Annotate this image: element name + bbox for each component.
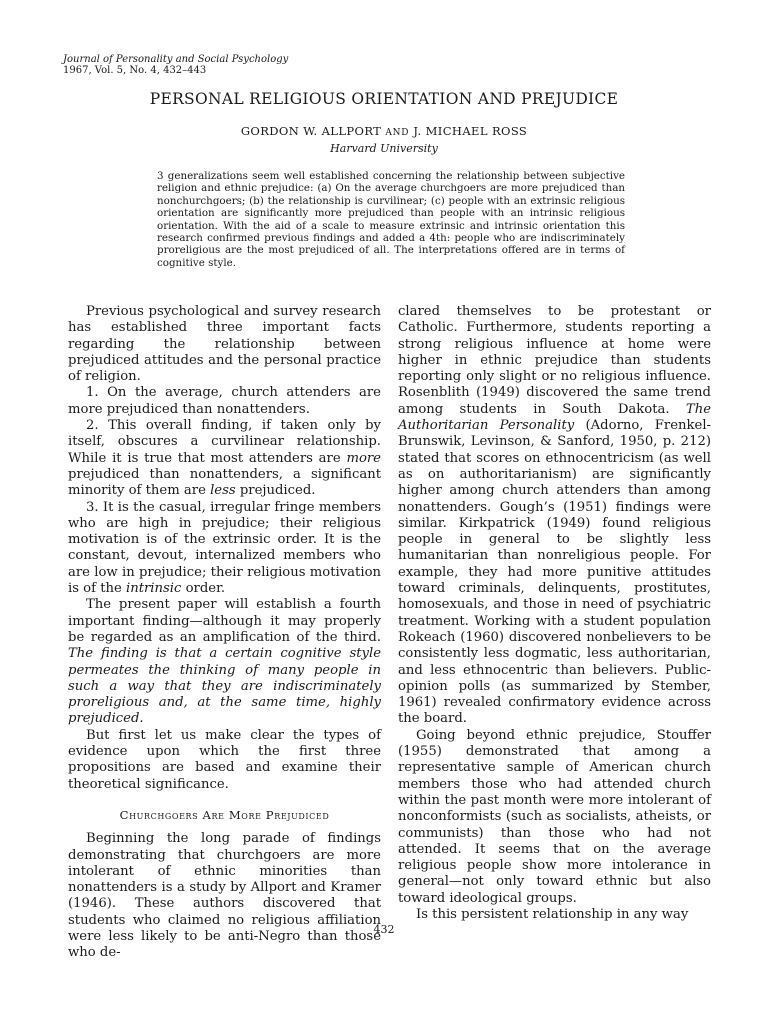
paragraph: Is this persistent relationship in any way [416, 906, 689, 922]
paragraph [398, 304, 711, 728]
paragraph [68, 418, 381, 499]
page-number: 432 [373, 923, 395, 936]
paragraph: But first let us make clear the types of evidence upon which the first three propositions are based and examine their theoretical significance. [68, 727, 381, 792]
journal-name: Journal of Personality and Social Psychology [63, 54, 289, 65]
section-heading: Churchgoers Are More Prejudiced [119, 807, 330, 822]
paragraph: Previous psychological and survey research has established three important facts regarding the relationship between prejudiced attitudes and the personal practice of religion. [68, 304, 381, 385]
left-column [68, 304, 381, 962]
text-run: 3. It is the casual, irregular fringe members who are high in prejudice; their religious motivation is of the extrinsic order. It is the constant, devout, internalized members who are low in prejudice; their religious motivation is of the [68, 499, 381, 597]
text-run: clared themselves to be protestant or Catholic. Furthermore, students reporting a strong religious influence at home were higher in ethnic prejudice than students reporting only slight or no religious influence. Rosenblith (1949) discovered the same trend among students in South Dakota. [398, 304, 711, 417]
text-run: The present paper will establish a fourth important finding—although it may properly be regarded as an amplification of the third. [68, 597, 381, 645]
author-conjunction: AND [385, 128, 410, 138]
emphasis: The finding is that a certain cognitive style permeates the thinking of many people in such a way that they are indiscriminately proreligious and, at the same time, highly prejudiced. [68, 646, 381, 727]
paragraph: Going beyond ethnic prejudice, Stouffer (1955) demonstrated that among a representative sample of American church members those who had attended church within the past month were more intolerant of nonconformists (such as socialists, atheists, or communists) than those who had not attended. It seems that on the average religious people show more intolerance in general—not only toward ethnic but also toward ideological groups. [398, 727, 711, 906]
journal-citation [63, 54, 288, 76]
affiliation: Harvard University [330, 142, 438, 155]
emphasis: more [346, 450, 381, 466]
text-run: prejudiced than nonattenders, a significant minority of them are [68, 466, 381, 499]
author-first: GORDON W. ALLPORT [240, 124, 382, 138]
text-run: 2. This overall finding, if taken only by itself, obscures a curvilinear relationship. While it is true that most attenders are [68, 418, 381, 466]
paragraph [68, 500, 381, 598]
book-title: The Authoritarian Personality [398, 401, 711, 434]
author-line [0, 124, 768, 138]
emphasis: intrinsic [125, 581, 182, 597]
emphasis: less [210, 483, 236, 499]
volume-info: 1967, Vol. 5, No. 4, 432–443 [63, 65, 207, 76]
paragraph: Beginning the long parade of findings demonstrating that churchgoers are more intolerant of ethnic minorities than nonattenders is a study by Allport and Kramer (1946). These authors discovered that students who claimed no religious affiliation were less likely to be anti-Negro than those who de- [68, 831, 381, 961]
paragraph: 1. On the average, church attenders are more prejudiced than nonattenders. [68, 385, 381, 417]
abstract: 3 generalizations seem well established concerning the relationship between subjective religion and ethnic prejudice: (a) On the average churchgoers are more prejudiced than nonchurchgoers; (b) the relationship is curvilinear; (c) people with an extrinsic religious orientation are significantly more prejudiced than people with an intrinsic religious orientation. With the aid of a scale to measure extrinsic and intrinsic orientation this research confirmed previous findings and added a 4th: people who are indiscriminately proreligious are the most prejudiced of all. The interpretations offered are in terms of cognitive style. [157, 170, 625, 269]
author-second: J. MICHAEL ROSS [413, 124, 528, 138]
text-run: order. [181, 581, 226, 597]
right-column [398, 304, 711, 923]
paragraph [68, 597, 381, 727]
text-run: prejudiced. [235, 483, 316, 499]
article-title: PERSONAL RELIGIOUS ORIENTATION AND PREJUDICE [149, 90, 619, 108]
text-run: (Adorno, Frenkel-Brunswik, Levinson, & Sanford, 1950, p. 212) stated that scores on ethnocentricism (as well as on authoritarianism) are significantly higher among church attenders than among nonattenders. Gough’s (1951) findings were similar. Kirkpatrick (1949) found religious people in general to be slightly less humanitarian than nonreligious people. For example, they had more punitive attitudes toward criminals, delinquents, prostitutes, homosexuals, and those in need of psychiatric treatment. Working with a student population Rokeach (1960) discovered nonbelievers to be consistently less dogmatic, less authoritarian, and less ethnocentric than believers. Public-opinion polls (as summarized by Stember, 1961) revealed confirmatory evidence across the board. [398, 418, 711, 727]
